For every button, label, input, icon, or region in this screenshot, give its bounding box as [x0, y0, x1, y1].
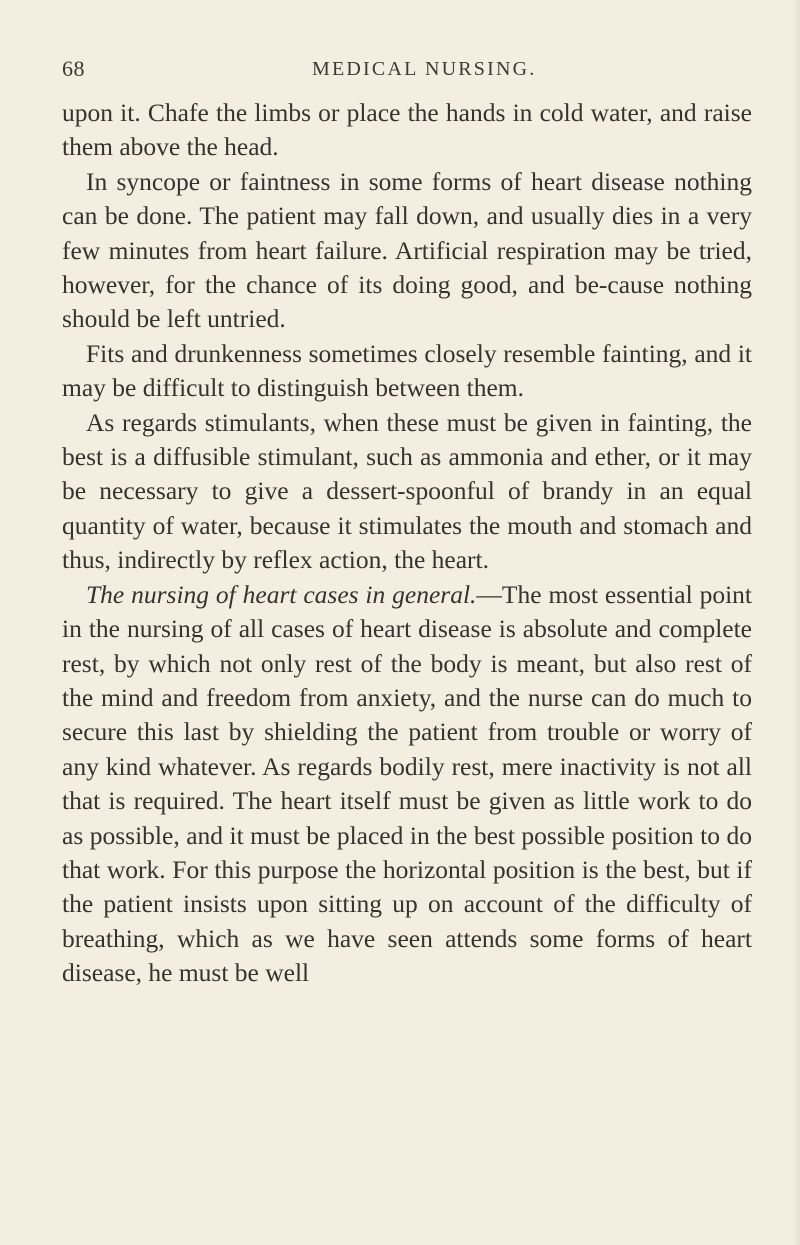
- paragraph-stimulants: [62, 406, 752, 578]
- page-edge-shadow: [792, 0, 800, 1245]
- running-title: MEDICAL NURSING.: [312, 58, 537, 80]
- body-text: [62, 96, 752, 991]
- page-number: 68: [62, 56, 85, 81]
- running-head: [62, 56, 762, 86]
- section-heading: The nursing of heart cases in general.: [86, 579, 477, 609]
- paragraph-nursing-heart-cases: [62, 578, 752, 991]
- paragraph-text: As regards stimulants, when these must be given in fainting, the best is a diffusible stimulant, such as ammonia and ether, or it may be necessary to give a dessert-spoonful of brandy in an equal quantity of water, because it stimulates the mouth and stomach and thus, indirectly by reflex action, the heart.: [62, 407, 752, 575]
- paragraph-syncope: [62, 165, 752, 337]
- paragraph-text: —The most essential point in the nursing of all cases of heart disease is absolute and complete rest, by which not only rest of the body is meant, but also rest of the mind and freedom from anxiety, and the nurse can do much to secure this last by shielding the patient from trouble or worry of any kind whatever. As regards bodily rest, mere inactivity is not all that is required. The heart itself must be given as little work to do as possible, and it must be placed in the best possible position to do that work. For this purpose the horizontal position is the best, but if the patient insists upon sitting up on account of the difficulty of breathing, which as we have seen attends some forms of heart disease, he must be well: [62, 579, 752, 988]
- paragraph-text: In syncope or faintness in some forms of heart disease nothing can be done. The patient may fall down, and usually dies in a very few minutes from heart failure. Artificial respiration may be tried, however, for the chance of its doing good, and be-cause nothing should be left untried.: [62, 166, 752, 334]
- paragraph-continuation: [62, 96, 752, 165]
- paragraph-text: Fits and drunkenness sometimes closely resemble fainting, and it may be difficult to distinguish between them.: [62, 338, 752, 403]
- paragraph-text: upon it. Chafe the limbs or place the hands in cold water, and raise them above the head.: [62, 98, 752, 162]
- paragraph-fits: [62, 337, 752, 406]
